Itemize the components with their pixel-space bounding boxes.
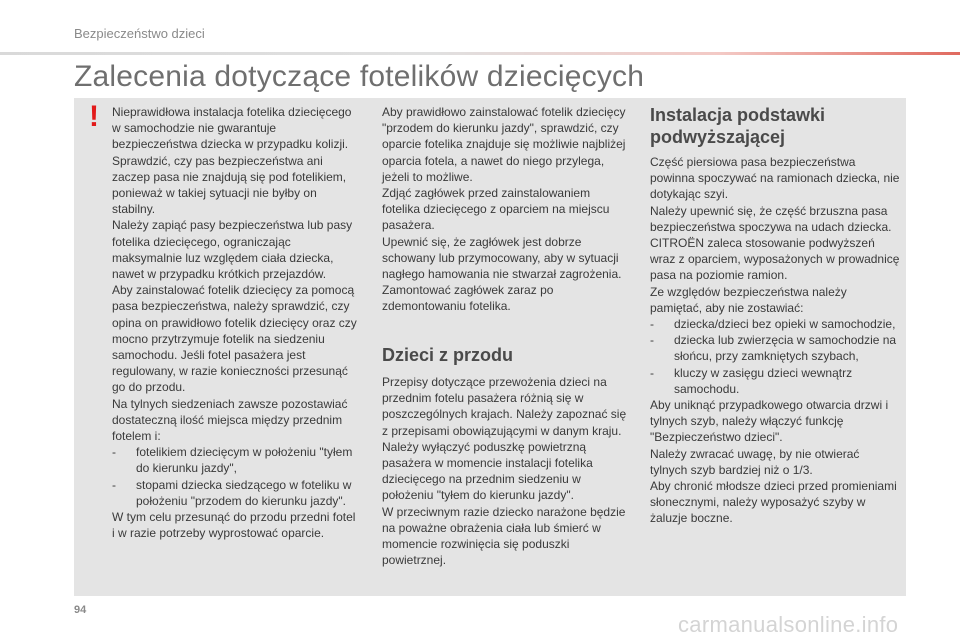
list-item: - dziecka/dzieci bez opieki w samochodzie, [650,317,896,332]
paragraph: Aby chronić młodsze dzieci przed promieniami słonecznymi, należy wyposażyć szyby w żaluzje boczne. [650,479,897,526]
section-title-booster: Instalacja podstawki podwyższającej [650,105,826,147]
watermark: carmanualsonline.info [678,612,899,637]
list-item: - kluczy w zasięgu dzieci wewnątrz samochodu. [650,365,853,396]
warning-icon: ! [89,100,99,133]
page-title: Zalecenia dotyczące fotelików dziecięcych [74,60,645,93]
paragraph: CITROËN zaleca stosowanie podwyższeń wraz z oparciem, wyposażonych w prowadnicę pasa na poziomie ramion. [650,236,900,283]
list-item: - fotelikiem dziecięcym w położeniu "tyłem do kierunku jazdy", [112,445,353,476]
page-number: 94 [74,604,87,616]
paragraph: Nieprawidłowa instalacja fotelika dziecięcego w samochodzie nie gwarantuje bezpieczeństwa dziecka w przypadku kolizji. [112,105,352,152]
paragraph: Aby zainstalować fotelik dziecięcy za pomocą pasa bezpieczeństwa, należy sprawdzić, czy opina on prawidłowo fotelik dziecięcy oraz czy mocno przytrzymuje fotelik na siedzeniu samochodu. Jeśli fotel pasażera jest regulowany, w razie konieczności przesunąć go do przodu. [112,283,357,395]
list-item: - dziecka lub zwierzęcia w samochodzie na słońcu, przy zamkniętych szybach, [650,333,897,364]
header-rule [0,52,960,55]
column-middle-front [382,374,630,568]
paragraph: Na tylnych siedzeniach zawsze pozostawiać dostateczną ilość miejsca między przednim fotelem i: [112,396,348,444]
column-middle [382,104,630,315]
paragraph: Aby uniknąć przypadkowego otwarcia drzwi i tylnych szyb, należy włączyć funkcję "Bezpieczeństwo dzieci". [650,398,889,445]
section-title-front: Dzieci z przodu [382,345,514,365]
column-left [112,104,360,541]
column-right [650,154,900,527]
section-header: Bezpieczeństwo dzieci [74,26,205,41]
paragraph: Część piersiowa pasa bezpieczeństwa powinna spoczywać na ramionach dziecka, nie dotykając szyi. [650,155,900,202]
paragraph: W przeciwnym razie dziecko narażone będzie na poważne obrażenia ciała lub śmierć w momencie rozwinięcia się poduszki powietrznej. [382,504,626,568]
paragraph: Należy upewnić się, że część brzuszna pasa bezpieczeństwa spoczywa na udach dziecka. [650,203,892,234]
paragraph: Upewnić się, że zagłówek jest dobrze schowany lub przymocowany, aby w sytuacji nagłego hamowania nie stwarzał zagrożenia. Zamontować zagłówek zaraz po zdemontowaniu fotelika. [382,234,622,314]
paragraph: Należy zapiąć pasy bezpieczeństwa lub pasy fotelika dziecięcego, ograniczając maksymalnie luz względem ciała dziecka, nawet w przypadku krótkich przejazdów. [112,218,353,282]
paragraph: Należy wyłączyć poduszkę powietrzną pasażera w momencie instalacji fotelika dziecięcego na przednim siedzeniu w położeniu "tyłem do kierunku jazdy". [382,439,593,503]
paragraph: Należy zwracać uwagę, by nie otwierać tylnych szyb bardziej niż o 1/3. [650,446,860,477]
paragraph: W tym celu przesunąć do przodu przedni fotel i w razie potrzeby wyprostować oparcie. [112,510,356,541]
paragraph: Zdjąć zagłówek przed zainstalowaniem fotelika dziecięcego z oparciem na miejscu pasażera. [382,186,610,233]
paragraph: Ze względów bezpieczeństwa należy pamiętać, aby nie zostawiać: [650,284,847,315]
list-item: - stopami dziecka siedzącego w foteliku w położeniu "przodem do kierunku jazdy". [112,477,352,508]
paragraph: Przepisy dotyczące przewożenia dzieci na przednim fotelu pasażera różnią się w poszczególnych krajach. Należy zapoznać się z przepisami obowiązującymi w danym kraju. [382,375,627,438]
paragraph: Sprawdzić, czy pas bezpieczeństwa ani zaczep pasa nie znajdują się pod fotelikiem, ponieważ w takiej sytuacji nie byłby on stabilny. [112,153,347,217]
paragraph: Aby prawidłowo zainstalować fotelik dziecięcy "przodem do kierunku jazdy", sprawdzić, czy oparcie fotelika znajduje się możliwie najbliżej oparcia fotela, a nawet do niego przylega, jeżeli to możliwe. [382,105,626,184]
